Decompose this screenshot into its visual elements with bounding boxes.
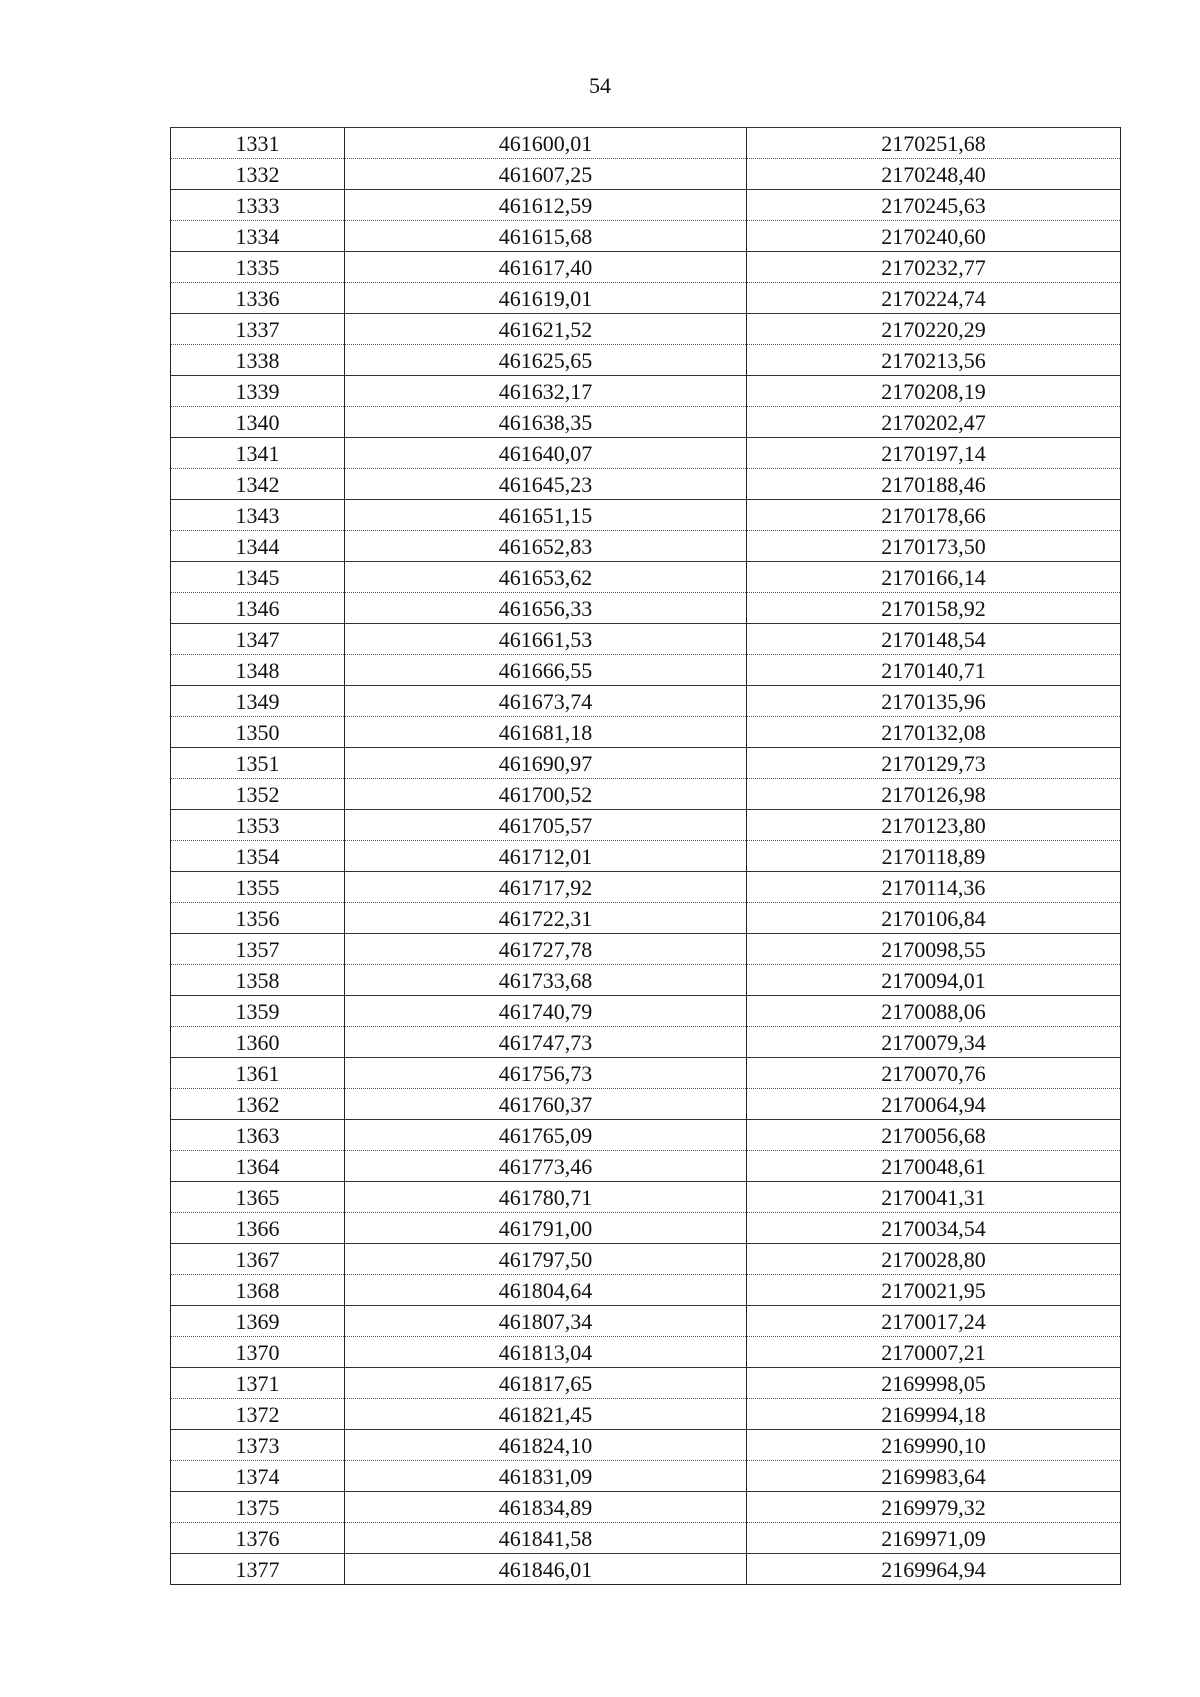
y-coordinate-cell: 2170158,92 (747, 593, 1121, 624)
point-number-cell: 1352 (171, 779, 345, 810)
y-coordinate-cell: 2170224,74 (747, 283, 1121, 314)
point-number-cell: 1342 (171, 469, 345, 500)
x-coordinate-cell: 461612,59 (345, 190, 747, 221)
point-number-cell: 1338 (171, 345, 345, 376)
table-row (171, 1337, 1121, 1368)
x-coordinate-cell: 461690,97 (345, 748, 747, 779)
table-row (171, 469, 1121, 500)
y-coordinate-cell: 2170056,68 (747, 1120, 1121, 1151)
y-coordinate-cell: 2170220,29 (747, 314, 1121, 345)
point-number-cell: 1366 (171, 1213, 345, 1244)
y-coordinate-cell: 2170021,95 (747, 1275, 1121, 1306)
x-coordinate-cell: 461652,83 (345, 531, 747, 562)
table-row (171, 810, 1121, 841)
y-coordinate-cell: 2170248,40 (747, 159, 1121, 190)
point-number-cell: 1339 (171, 376, 345, 407)
x-coordinate-cell: 461640,07 (345, 438, 747, 469)
page-number: 54 (589, 73, 611, 98)
y-coordinate-cell: 2170094,01 (747, 965, 1121, 996)
x-coordinate-cell: 461817,65 (345, 1368, 747, 1399)
table-row (171, 159, 1121, 190)
point-number-cell: 1356 (171, 903, 345, 934)
point-number-cell: 1343 (171, 500, 345, 531)
x-coordinate-cell: 461821,45 (345, 1399, 747, 1430)
point-number-cell: 1335 (171, 252, 345, 283)
x-coordinate-cell: 461666,55 (345, 655, 747, 686)
point-number-cell: 1367 (171, 1244, 345, 1275)
point-number-cell: 1368 (171, 1275, 345, 1306)
x-coordinate-cell: 461619,01 (345, 283, 747, 314)
point-number-cell: 1350 (171, 717, 345, 748)
y-coordinate-cell: 2170048,61 (747, 1151, 1121, 1182)
x-coordinate-cell: 461813,04 (345, 1337, 747, 1368)
point-number-cell: 1346 (171, 593, 345, 624)
table-row (171, 1461, 1121, 1492)
y-coordinate-cell: 2170028,80 (747, 1244, 1121, 1275)
table-row (171, 965, 1121, 996)
x-coordinate-cell: 461804,64 (345, 1275, 747, 1306)
y-coordinate-cell: 2169994,18 (747, 1399, 1121, 1430)
y-coordinate-cell: 2170017,24 (747, 1306, 1121, 1337)
coordinates-table-body (171, 128, 1121, 1585)
x-coordinate-cell: 461632,17 (345, 376, 747, 407)
x-coordinate-cell: 461621,52 (345, 314, 747, 345)
x-coordinate-cell: 461846,01 (345, 1554, 747, 1585)
x-coordinate-cell: 461765,09 (345, 1120, 747, 1151)
y-coordinate-cell: 2170166,14 (747, 562, 1121, 593)
y-coordinate-cell: 2170079,34 (747, 1027, 1121, 1058)
x-coordinate-cell: 461638,35 (345, 407, 747, 438)
table-row (171, 1368, 1121, 1399)
y-coordinate-cell: 2170064,94 (747, 1089, 1121, 1120)
table-row (171, 1213, 1121, 1244)
table-row (171, 748, 1121, 779)
point-number-cell: 1344 (171, 531, 345, 562)
point-number-cell: 1341 (171, 438, 345, 469)
table-row (171, 190, 1121, 221)
table-row (171, 872, 1121, 903)
x-coordinate-cell: 461673,74 (345, 686, 747, 717)
y-coordinate-cell: 2170007,21 (747, 1337, 1121, 1368)
table-row (171, 1492, 1121, 1523)
point-number-cell: 1370 (171, 1337, 345, 1368)
x-coordinate-cell: 461661,53 (345, 624, 747, 655)
y-coordinate-cell: 2170118,89 (747, 841, 1121, 872)
table-row (171, 779, 1121, 810)
point-number-cell: 1373 (171, 1430, 345, 1461)
x-coordinate-cell: 461717,92 (345, 872, 747, 903)
point-number-cell: 1376 (171, 1523, 345, 1554)
table-row (171, 252, 1121, 283)
point-number-cell: 1337 (171, 314, 345, 345)
x-coordinate-cell: 461656,33 (345, 593, 747, 624)
table-row (171, 1151, 1121, 1182)
table-row (171, 283, 1121, 314)
point-number-cell: 1372 (171, 1399, 345, 1430)
y-coordinate-cell: 2170208,19 (747, 376, 1121, 407)
x-coordinate-cell: 461651,15 (345, 500, 747, 531)
y-coordinate-cell: 2169998,05 (747, 1368, 1121, 1399)
table-row (171, 128, 1121, 159)
x-coordinate-cell: 461791,00 (345, 1213, 747, 1244)
x-coordinate-cell: 461747,73 (345, 1027, 747, 1058)
point-number-cell: 1359 (171, 996, 345, 1027)
y-coordinate-cell: 2169979,32 (747, 1492, 1121, 1523)
table-row (171, 1523, 1121, 1554)
x-coordinate-cell: 461705,57 (345, 810, 747, 841)
table-row (171, 1058, 1121, 1089)
coordinates-table (170, 127, 1121, 1585)
x-coordinate-cell: 461681,18 (345, 717, 747, 748)
y-coordinate-cell: 2169983,64 (747, 1461, 1121, 1492)
x-coordinate-cell: 461834,89 (345, 1492, 747, 1523)
y-coordinate-cell: 2170240,60 (747, 221, 1121, 252)
point-number-cell: 1353 (171, 810, 345, 841)
point-number-cell: 1347 (171, 624, 345, 655)
table-row (171, 1120, 1121, 1151)
x-coordinate-cell: 461780,71 (345, 1182, 747, 1213)
point-number-cell: 1331 (171, 128, 345, 159)
table-row (171, 1089, 1121, 1120)
point-number-cell: 1348 (171, 655, 345, 686)
table-row (171, 407, 1121, 438)
point-number-cell: 1375 (171, 1492, 345, 1523)
x-coordinate-cell: 461607,25 (345, 159, 747, 190)
table-row (171, 996, 1121, 1027)
point-number-cell: 1374 (171, 1461, 345, 1492)
y-coordinate-cell: 2170245,63 (747, 190, 1121, 221)
y-coordinate-cell: 2170140,71 (747, 655, 1121, 686)
table-row (171, 314, 1121, 345)
point-number-cell: 1334 (171, 221, 345, 252)
y-coordinate-cell: 2170114,36 (747, 872, 1121, 903)
table-row (171, 531, 1121, 562)
x-coordinate-cell: 461807,34 (345, 1306, 747, 1337)
x-coordinate-cell: 461625,65 (345, 345, 747, 376)
point-number-cell: 1364 (171, 1151, 345, 1182)
y-coordinate-cell: 2170251,68 (747, 128, 1121, 159)
table-row (171, 438, 1121, 469)
table-row (171, 562, 1121, 593)
table-row (171, 1306, 1121, 1337)
point-number-cell: 1354 (171, 841, 345, 872)
point-number-cell: 1349 (171, 686, 345, 717)
table-row (171, 376, 1121, 407)
y-coordinate-cell: 2170213,56 (747, 345, 1121, 376)
x-coordinate-cell: 461831,09 (345, 1461, 747, 1492)
x-coordinate-cell: 461841,58 (345, 1523, 747, 1554)
point-number-cell: 1340 (171, 407, 345, 438)
y-coordinate-cell: 2170232,77 (747, 252, 1121, 283)
y-coordinate-cell: 2170034,54 (747, 1213, 1121, 1244)
y-coordinate-cell: 2170106,84 (747, 903, 1121, 934)
table-row (171, 345, 1121, 376)
table-row (171, 1244, 1121, 1275)
x-coordinate-cell: 461797,50 (345, 1244, 747, 1275)
table-row (171, 841, 1121, 872)
point-number-cell: 1361 (171, 1058, 345, 1089)
y-coordinate-cell: 2170188,46 (747, 469, 1121, 500)
y-coordinate-cell: 2169971,09 (747, 1523, 1121, 1554)
table-row (171, 1399, 1121, 1430)
x-coordinate-cell: 461653,62 (345, 562, 747, 593)
table-row (171, 500, 1121, 531)
y-coordinate-cell: 2169964,94 (747, 1554, 1121, 1585)
y-coordinate-cell: 2170197,14 (747, 438, 1121, 469)
x-coordinate-cell: 461773,46 (345, 1151, 747, 1182)
x-coordinate-cell: 461740,79 (345, 996, 747, 1027)
x-coordinate-cell: 461712,01 (345, 841, 747, 872)
y-coordinate-cell: 2170132,08 (747, 717, 1121, 748)
x-coordinate-cell: 461756,73 (345, 1058, 747, 1089)
x-coordinate-cell: 461733,68 (345, 965, 747, 996)
table-row (171, 221, 1121, 252)
y-coordinate-cell: 2170178,66 (747, 500, 1121, 531)
x-coordinate-cell: 461722,31 (345, 903, 747, 934)
point-number-cell: 1336 (171, 283, 345, 314)
table-row (171, 717, 1121, 748)
table-row (171, 903, 1121, 934)
y-coordinate-cell: 2170041,31 (747, 1182, 1121, 1213)
point-number-cell: 1345 (171, 562, 345, 593)
x-coordinate-cell: 461700,52 (345, 779, 747, 810)
point-number-cell: 1358 (171, 965, 345, 996)
x-coordinate-cell: 461600,01 (345, 128, 747, 159)
y-coordinate-cell: 2170126,98 (747, 779, 1121, 810)
y-coordinate-cell: 2170123,80 (747, 810, 1121, 841)
point-number-cell: 1333 (171, 190, 345, 221)
point-number-cell: 1357 (171, 934, 345, 965)
table-row (171, 686, 1121, 717)
table-row (171, 624, 1121, 655)
y-coordinate-cell: 2170070,76 (747, 1058, 1121, 1089)
x-coordinate-cell: 461824,10 (345, 1430, 747, 1461)
table-row (171, 593, 1121, 624)
x-coordinate-cell: 461645,23 (345, 469, 747, 500)
table-row (171, 1182, 1121, 1213)
point-number-cell: 1365 (171, 1182, 345, 1213)
point-number-cell: 1332 (171, 159, 345, 190)
y-coordinate-cell: 2169990,10 (747, 1430, 1121, 1461)
x-coordinate-cell: 461760,37 (345, 1089, 747, 1120)
y-coordinate-cell: 2170098,55 (747, 934, 1121, 965)
table-row (171, 1027, 1121, 1058)
point-number-cell: 1369 (171, 1306, 345, 1337)
point-number-cell: 1351 (171, 748, 345, 779)
x-coordinate-cell: 461727,78 (345, 934, 747, 965)
point-number-cell: 1377 (171, 1554, 345, 1585)
y-coordinate-cell: 2170173,50 (747, 531, 1121, 562)
point-number-cell: 1371 (171, 1368, 345, 1399)
x-coordinate-cell: 461615,68 (345, 221, 747, 252)
point-number-cell: 1363 (171, 1120, 345, 1151)
point-number-cell: 1355 (171, 872, 345, 903)
y-coordinate-cell: 2170202,47 (747, 407, 1121, 438)
y-coordinate-cell: 2170088,06 (747, 996, 1121, 1027)
y-coordinate-cell: 2170129,73 (747, 748, 1121, 779)
table-row (171, 1275, 1121, 1306)
point-number-cell: 1362 (171, 1089, 345, 1120)
table-row (171, 1430, 1121, 1461)
y-coordinate-cell: 2170135,96 (747, 686, 1121, 717)
point-number-cell: 1360 (171, 1027, 345, 1058)
table-row (171, 1554, 1121, 1585)
y-coordinate-cell: 2170148,54 (747, 624, 1121, 655)
x-coordinate-cell: 461617,40 (345, 252, 747, 283)
table-row (171, 655, 1121, 686)
table-row (171, 934, 1121, 965)
